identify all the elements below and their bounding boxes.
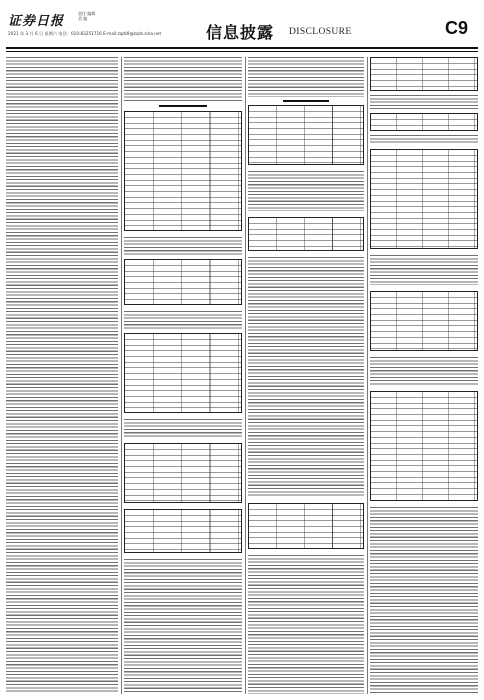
data-table bbox=[370, 391, 478, 501]
masthead-rule bbox=[6, 47, 478, 49]
data-table bbox=[124, 111, 242, 231]
column-4-text bbox=[370, 95, 478, 109]
data-table bbox=[370, 291, 478, 351]
column-4-text bbox=[370, 357, 478, 385]
data-table bbox=[370, 113, 478, 131]
masthead-subrule bbox=[6, 51, 478, 52]
data-table bbox=[248, 503, 364, 549]
article-body bbox=[6, 57, 478, 694]
column-divider bbox=[121, 57, 122, 694]
data-table bbox=[124, 259, 242, 305]
column-3 bbox=[248, 57, 364, 694]
data-table bbox=[124, 509, 242, 553]
table-heading bbox=[159, 105, 206, 107]
data-table bbox=[248, 217, 364, 251]
table-heading bbox=[283, 100, 329, 102]
issue-date-contact: 2021 年 3 月 6 日 星期六 电话：010-83251716 E-mail:zqrb9@zqrb.sina.net bbox=[8, 31, 162, 36]
column-2-text bbox=[124, 419, 242, 439]
data-table bbox=[124, 333, 242, 413]
column-3-text bbox=[248, 171, 364, 211]
page-number: C9 bbox=[444, 18, 468, 38]
column-3-text bbox=[248, 257, 364, 497]
column-4-text bbox=[370, 507, 478, 694]
editor-line: 责任 编辑 bbox=[78, 11, 96, 16]
column-3-text bbox=[248, 555, 364, 694]
masthead bbox=[6, 4, 478, 48]
designer-line: 美 编 bbox=[78, 16, 88, 21]
section-title: 信息披露 bbox=[206, 23, 275, 42]
data-table bbox=[370, 149, 478, 249]
column-2-text bbox=[124, 311, 242, 329]
column-2-text bbox=[124, 57, 242, 101]
column-4-text bbox=[370, 255, 478, 285]
newspaper-logo: 证券日报 bbox=[8, 14, 65, 29]
column-divider bbox=[245, 57, 246, 694]
editor-info bbox=[78, 11, 95, 21]
column-1-text bbox=[6, 57, 118, 694]
data-table bbox=[124, 443, 242, 503]
column-4-text bbox=[370, 135, 478, 145]
column-4 bbox=[370, 57, 478, 694]
column-divider bbox=[367, 57, 368, 694]
column-2-text bbox=[124, 559, 242, 694]
column-2 bbox=[124, 57, 242, 694]
column-3-text bbox=[248, 57, 364, 97]
column-1 bbox=[6, 57, 118, 694]
column-2-text bbox=[124, 237, 242, 255]
data-table bbox=[248, 105, 364, 165]
data-table bbox=[370, 57, 478, 91]
section-title-english: DISCLOSURE bbox=[289, 27, 352, 37]
newspaper-page bbox=[6, 4, 478, 694]
